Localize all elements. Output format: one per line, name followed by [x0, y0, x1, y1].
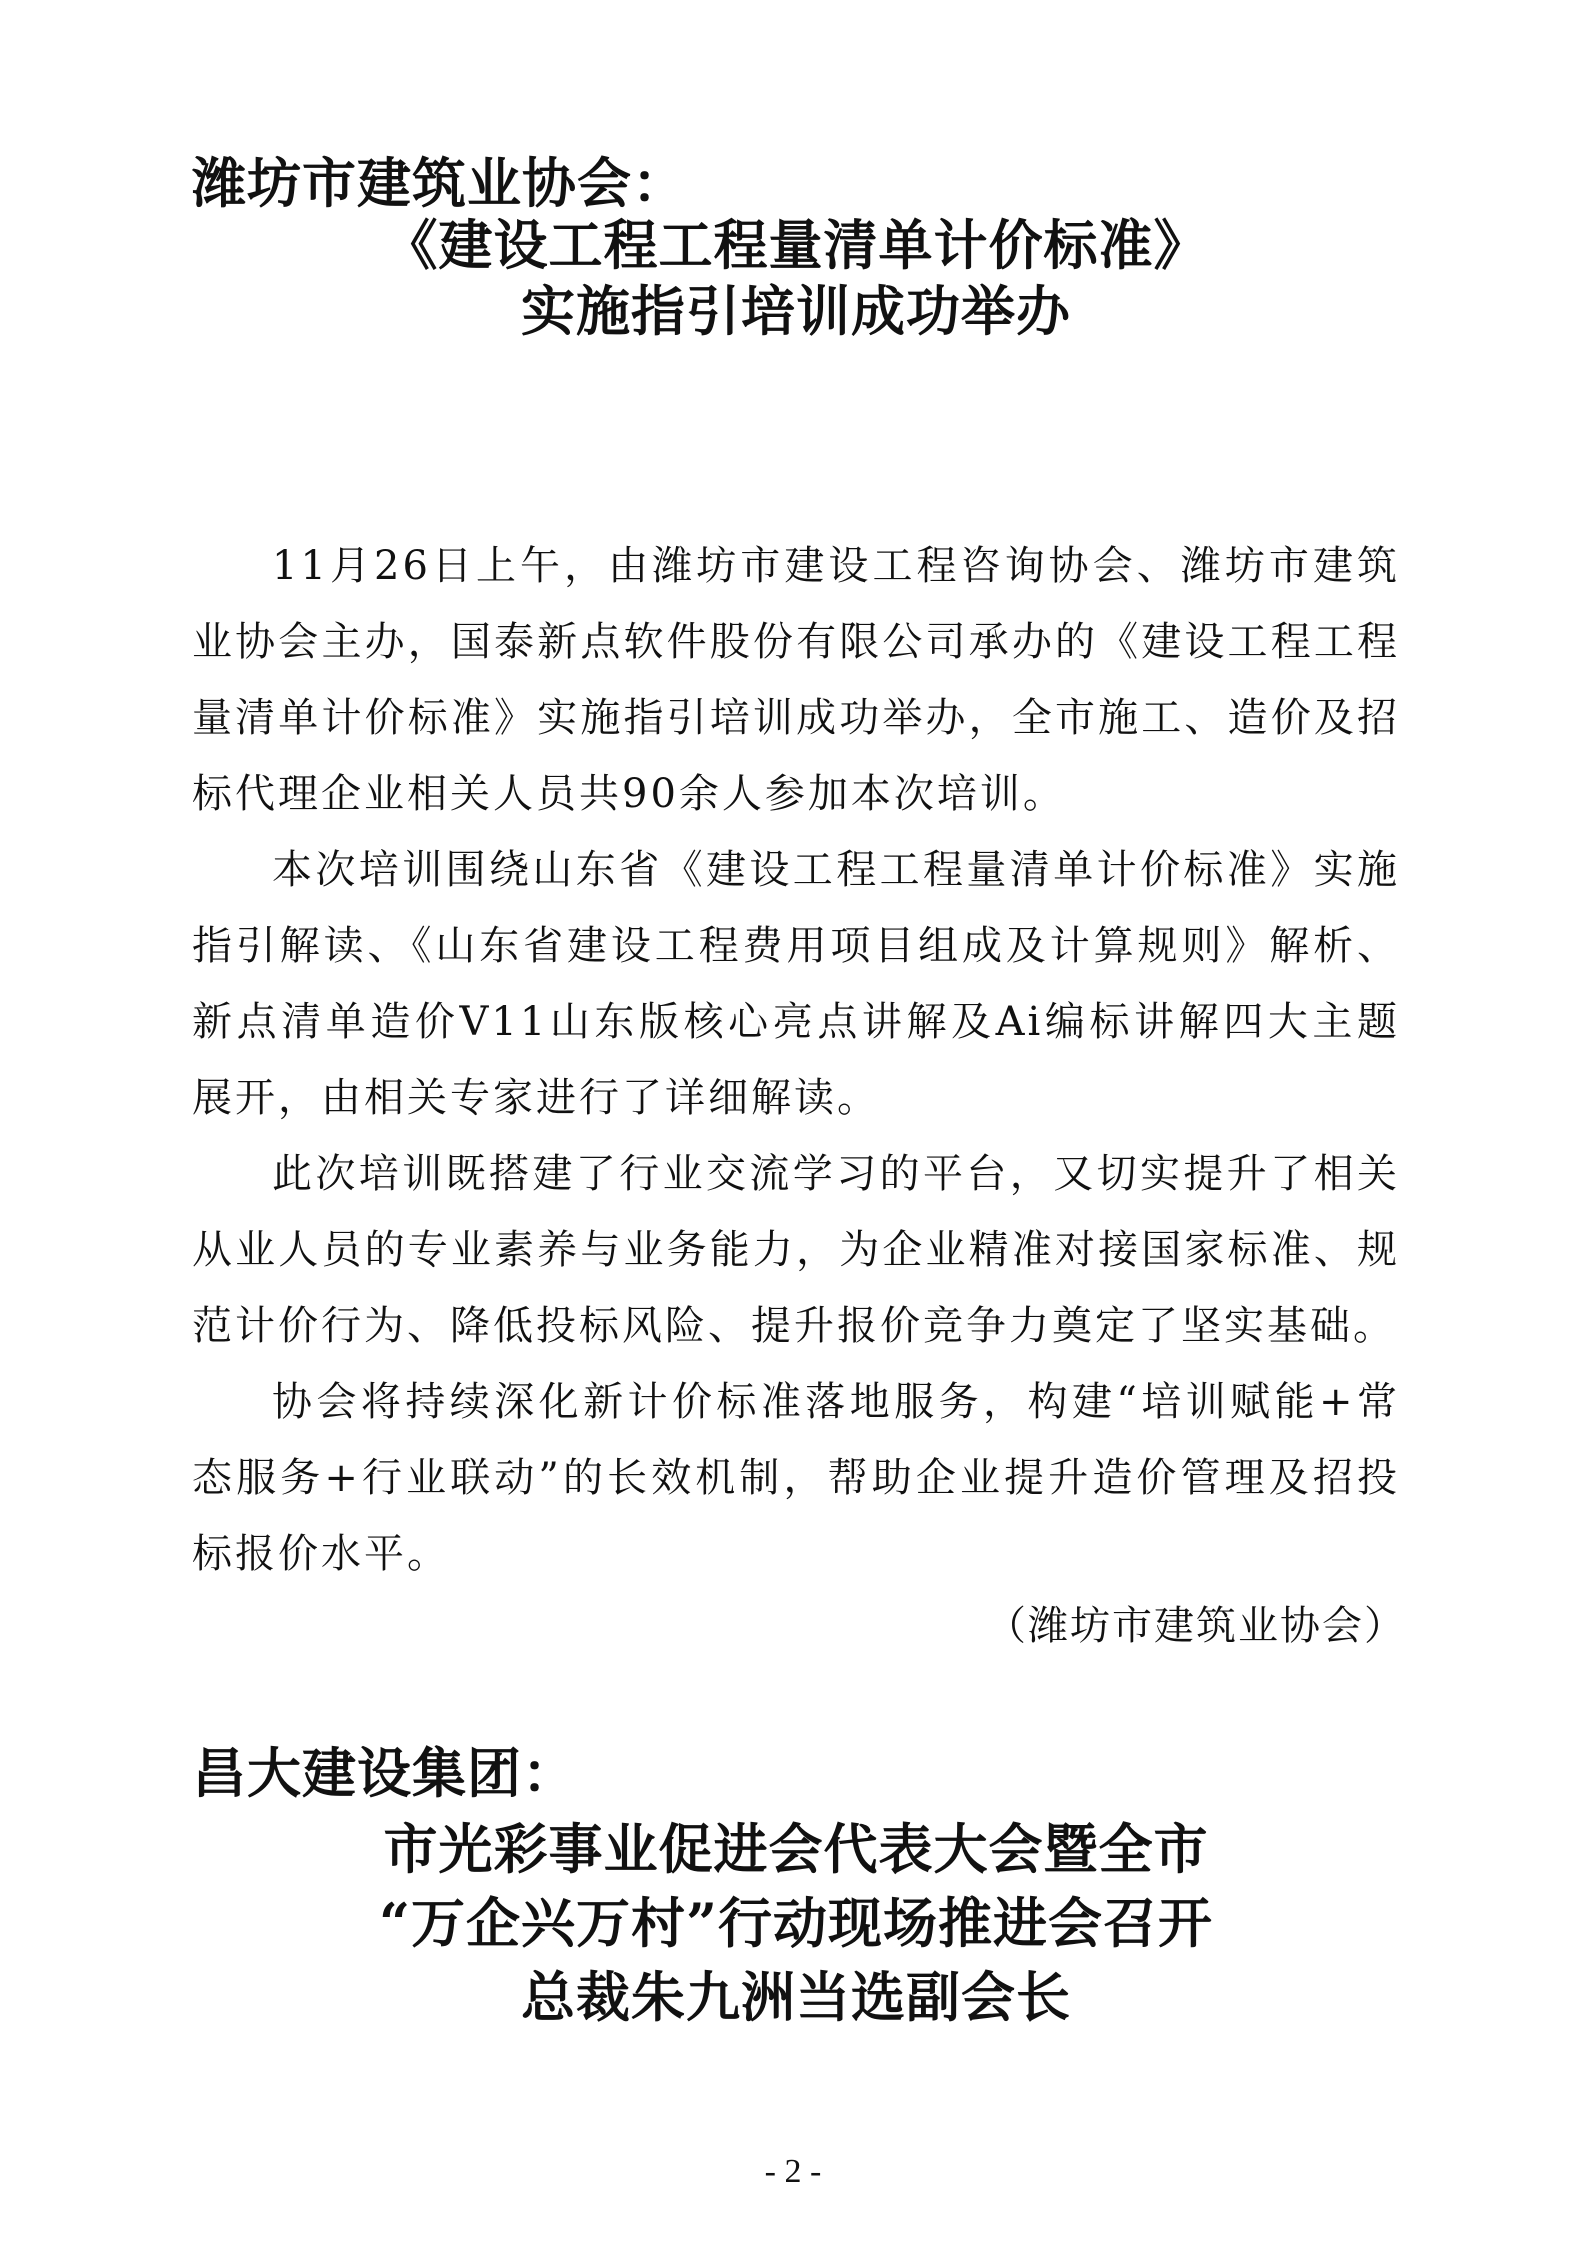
article1-org-title: 潍坊市建筑业协会： — [192, 151, 687, 215]
article1-source: （潍坊市建筑业协会） — [986, 1603, 1406, 1649]
article1-paragraph-2: 本次培训围绕山东省《建设工程工程量清单计价标准》实施指引解读、《山东省建设工程费用项目组成及计算规则》解析、新点清单造价V11山东版核心亮点讲解及Ai编标讲解四大主题展开，由相关专家进行了详细解读。 — [192, 847, 1400, 1121]
article2-org-title: 昌大建设集团： — [192, 1741, 577, 1805]
article1-headline-line-2: 实施指引培训成功举办 — [521, 279, 1071, 343]
article2-headline-line-1: 市光彩事业促进会代表大会暨全市 — [383, 1817, 1209, 1881]
article1-paragraph-4: 协会将持续深化新计价标准落地服务，构建“培训赋能+常态服务+行业联动”的长效机制，帮助企业提升造价管理及招投标报价水平。 — [192, 1379, 1400, 1577]
article1-body — [192, 528, 1400, 1592]
article1-paragraph-1: 11月26日上午，由潍坊市建设工程咨询协会、潍坊市建筑业协会主办，国泰新点软件股份有限公司承办的《建设工程工程量清单计价标准》实施指引培训成功举办，全市施工、造价及招标代理企业相关人员共90余人参加本次培训。 — [192, 543, 1400, 817]
article2-headline-line-2: “万企兴万村”行动现场推进会召开 — [378, 1891, 1214, 1955]
article1-paragraph-3: 此次培训既搭建了行业交流学习的平台，又切实提升了相关从业人员的专业素养与业务能力，为企业精准对接国家标准、规范计价行为、降低投标风险、提升报价竞争力奠定了坚实基础。 — [192, 1151, 1400, 1349]
article1-headline-line-1: 《建设工程工程量清单计价标准》 — [383, 213, 1209, 277]
article2-headline-line-3: 总裁朱九洲当选副会长 — [521, 1965, 1071, 2029]
page-number: - 2 - — [764, 2153, 822, 2190]
